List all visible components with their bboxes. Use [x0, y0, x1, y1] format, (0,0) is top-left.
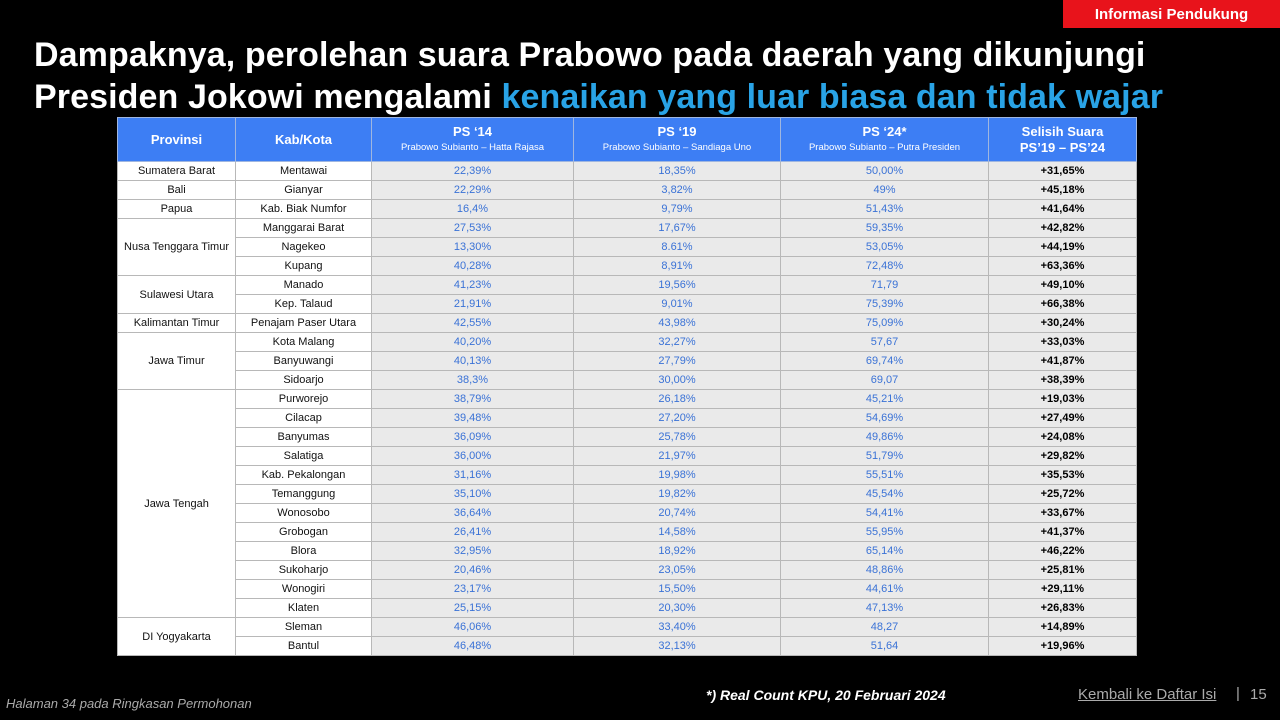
ps24-cell: 53,05% [781, 238, 989, 257]
title-highlight: kenaikan yang luar biasa dan tidak wajar [501, 78, 1164, 116]
kabkota-cell: Kep. Talaud [236, 295, 372, 314]
selisih-cell: +41,37% [989, 523, 1137, 542]
ps14-cell: 13,30% [372, 238, 574, 257]
province-cell: Papua [118, 200, 236, 219]
title-line-2-prefix: Presiden Jokowi mengalami [34, 78, 502, 116]
ps14-cell: 38,3% [372, 371, 574, 390]
table-row [118, 295, 1137, 314]
selisih-cell: +19,03% [989, 390, 1137, 409]
kabkota-cell: Penajam Paser Utara [236, 314, 372, 333]
province-cell: DI Yogyakarta [118, 618, 236, 656]
ps19-cell: 20,74% [574, 504, 781, 523]
table-row [118, 504, 1137, 523]
ps14-cell: 22,29% [372, 181, 574, 200]
selisih-cell: +35,53% [989, 466, 1137, 485]
selisih-cell: +33,67% [989, 504, 1137, 523]
ps14-cell: 35,10% [372, 485, 574, 504]
header-ps24-sub: Prabowo Subianto – Putra Presiden [808, 141, 961, 153]
ps24-cell: 55,51% [781, 466, 989, 485]
ps19-cell: 33,40% [574, 618, 781, 637]
ps19-cell: 19,82% [574, 485, 781, 504]
ps19-cell: 18,92% [574, 542, 781, 561]
ps14-cell: 20,46% [372, 561, 574, 580]
kabkota-cell: Kupang [236, 257, 372, 276]
ps14-cell: 23,17% [372, 580, 574, 599]
ps24-cell: 48,86% [781, 561, 989, 580]
kabkota-cell: Salatiga [236, 447, 372, 466]
ps19-cell: 43,98% [574, 314, 781, 333]
province-cell: Nusa Tenggara Timur [118, 219, 236, 276]
back-to-contents-link[interactable]: Kembali ke Daftar Isi [1078, 686, 1217, 703]
header-ps19-sub: Prabowo Subianto – Sandiaga Uno [602, 141, 752, 153]
table-row [118, 637, 1137, 656]
header-ps19-label: PS ‘19 [657, 123, 697, 139]
ps19-cell: 19,56% [574, 276, 781, 295]
ps24-cell: 49,86% [781, 428, 989, 447]
ps24-cell: 69,74% [781, 352, 989, 371]
province-cell: Sumatera Barat [118, 162, 236, 181]
ps24-cell: 55,95% [781, 523, 989, 542]
kabkota-cell: Gianyar [236, 181, 372, 200]
selisih-cell: +19,96% [989, 637, 1137, 656]
selisih-cell: +46,22% [989, 542, 1137, 561]
ps24-cell: 54,41% [781, 504, 989, 523]
ps19-cell: 27,20% [574, 409, 781, 428]
header-ps24-label: PS ‘24* [862, 123, 907, 139]
kabkota-cell: Sidoarjo [236, 371, 372, 390]
page-number: 15 [1250, 686, 1267, 703]
ps14-cell: 46,06% [372, 618, 574, 637]
selisih-cell: +31,65% [989, 162, 1137, 181]
table-row [118, 333, 1137, 352]
ps19-cell: 32,27% [574, 333, 781, 352]
ps24-cell: 54,69% [781, 409, 989, 428]
table-row [118, 561, 1137, 580]
selisih-cell: +29,82% [989, 447, 1137, 466]
kabkota-cell: Cilacap [236, 409, 372, 428]
ps14-cell: 16,4% [372, 200, 574, 219]
ps19-cell: 23,05% [574, 561, 781, 580]
province-cell: Jawa Tengah [118, 390, 236, 618]
ps19-cell: 26,18% [574, 390, 781, 409]
ps24-cell: 49% [781, 181, 989, 200]
ps24-cell: 72,48% [781, 257, 989, 276]
ps14-cell: 40,20% [372, 333, 574, 352]
table-row [118, 371, 1137, 390]
selisih-cell: +38,39% [989, 371, 1137, 390]
selisih-cell: +44,19% [989, 238, 1137, 257]
ps19-cell: 17,67% [574, 219, 781, 238]
kabkota-cell: Kab. Biak Numfor [236, 200, 372, 219]
ps19-cell: 19,98% [574, 466, 781, 485]
ps19-cell: 21,97% [574, 447, 781, 466]
province-cell: Bali [118, 181, 236, 200]
ps24-cell: 69,07 [781, 371, 989, 390]
selisih-cell: +63,36% [989, 257, 1137, 276]
ps19-cell: 8.61% [574, 238, 781, 257]
table-row [118, 466, 1137, 485]
ps14-cell: 41,23% [372, 276, 574, 295]
ps24-cell: 65,14% [781, 542, 989, 561]
ps14-cell: 39,48% [372, 409, 574, 428]
ps24-cell: 47,13% [781, 599, 989, 618]
selisih-cell: +45,18% [989, 181, 1137, 200]
selisih-cell: +41,87% [989, 352, 1137, 371]
kabkota-cell: Nagekeo [236, 238, 372, 257]
header-provinsi: Provinsi [118, 118, 236, 162]
kabkota-cell: Blora [236, 542, 372, 561]
ps14-cell: 32,95% [372, 542, 574, 561]
kabkota-cell: Mentawai [236, 162, 372, 181]
header-kabkota: Kab/Kota [236, 118, 372, 162]
title-line-1: Dampaknya, perolehan suara Prabowo pada daerah yang dikunjungi [34, 36, 1146, 74]
selisih-cell: +24,08% [989, 428, 1137, 447]
kabkota-cell: Wonogiri [236, 580, 372, 599]
selisih-cell: +27,49% [989, 409, 1137, 428]
kabkota-cell: Wonosobo [236, 504, 372, 523]
table-row [118, 162, 1137, 181]
province-cell: Jawa Timur [118, 333, 236, 390]
selisih-cell: +29,11% [989, 580, 1137, 599]
ps24-cell: 75,39% [781, 295, 989, 314]
kabkota-cell: Kota Malang [236, 333, 372, 352]
ps19-cell: 9,79% [574, 200, 781, 219]
ps24-cell: 45,54% [781, 485, 989, 504]
selisih-cell: +26,83% [989, 599, 1137, 618]
header-selisih-sub: PS’19 – PS’24 [1019, 139, 1106, 155]
ps24-cell: 51,79% [781, 447, 989, 466]
selisih-cell: +14,89% [989, 618, 1137, 637]
ps24-cell: 71,79 [781, 276, 989, 295]
ps19-cell: 14,58% [574, 523, 781, 542]
kabkota-cell: Temanggung [236, 485, 372, 504]
ps14-cell: 21,91% [372, 295, 574, 314]
header-ps14-label: PS ‘14 [452, 123, 493, 139]
page-reference: Halaman 34 pada Ringkasan Permohonan [6, 696, 252, 711]
ps19-cell: 9,01% [574, 295, 781, 314]
selisih-cell: +49,10% [989, 276, 1137, 295]
ps14-cell: 42,55% [372, 314, 574, 333]
table-row [118, 352, 1137, 371]
ps14-cell: 40,28% [372, 257, 574, 276]
ps19-cell: 32,13% [574, 637, 781, 656]
table-row [118, 542, 1137, 561]
section-tag: Informasi Pendukung [1063, 0, 1280, 28]
ps14-cell: 38,79% [372, 390, 574, 409]
header-ps14 [372, 118, 574, 162]
kabkota-cell: Manggarai Barat [236, 219, 372, 238]
header-selisih-label: Selisih Suara [1021, 123, 1104, 139]
table-row [118, 257, 1137, 276]
kabkota-cell: Grobogan [236, 523, 372, 542]
ps19-cell: 15,50% [574, 580, 781, 599]
table-row [118, 485, 1137, 504]
selisih-cell: +25,81% [989, 561, 1137, 580]
ps14-cell: 27,53% [372, 219, 574, 238]
kabkota-cell: Banyuwangi [236, 352, 372, 371]
vote-results-table [117, 117, 1137, 656]
province-cell: Kalimantan Timur [118, 314, 236, 333]
kabkota-cell: Klaten [236, 599, 372, 618]
ps19-cell: 20,30% [574, 599, 781, 618]
table-row [118, 618, 1137, 637]
ps14-cell: 25,15% [372, 599, 574, 618]
ps19-cell: 30,00% [574, 371, 781, 390]
selisih-cell: +30,24% [989, 314, 1137, 333]
footnote: *) Real Count KPU, 20 Februari 2024 [706, 687, 946, 703]
kabkota-cell: Kab. Pekalongan [236, 466, 372, 485]
ps24-cell: 51,43% [781, 200, 989, 219]
ps14-cell: 46,48% [372, 637, 574, 656]
footer-separator: | [1236, 685, 1240, 702]
table-row [118, 314, 1137, 333]
table-row [118, 523, 1137, 542]
selisih-cell: +66,38% [989, 295, 1137, 314]
table-row [118, 599, 1137, 618]
table-row [118, 428, 1137, 447]
table-header-row [118, 118, 1137, 162]
kabkota-cell: Manado [236, 276, 372, 295]
ps24-cell: 44,61% [781, 580, 989, 599]
header-ps14-sub: Prabowo Subianto – Hatta Rajasa [400, 141, 545, 153]
ps14-cell: 36,00% [372, 447, 574, 466]
table-body [118, 162, 1137, 656]
ps19-cell: 3,82% [574, 181, 781, 200]
ps19-cell: 27,79% [574, 352, 781, 371]
ps24-cell: 45,21% [781, 390, 989, 409]
table-row [118, 181, 1137, 200]
ps24-cell: 48,27 [781, 618, 989, 637]
table-row [118, 447, 1137, 466]
ps14-cell: 31,16% [372, 466, 574, 485]
selisih-cell: +33,03% [989, 333, 1137, 352]
header-selisih [989, 118, 1137, 162]
kabkota-cell: Sukoharjo [236, 561, 372, 580]
table-row [118, 276, 1137, 295]
kabkota-cell: Bantul [236, 637, 372, 656]
ps14-cell: 26,41% [372, 523, 574, 542]
table-row [118, 200, 1137, 219]
ps14-cell: 36,09% [372, 428, 574, 447]
table-row [118, 238, 1137, 257]
table-row [118, 390, 1137, 409]
ps19-cell: 25,78% [574, 428, 781, 447]
title-line-2 [34, 76, 1234, 118]
kabkota-cell: Banyumas [236, 428, 372, 447]
header-ps19 [574, 118, 781, 162]
ps14-cell: 36,64% [372, 504, 574, 523]
ps24-cell: 50,00% [781, 162, 989, 181]
ps24-cell: 59,35% [781, 219, 989, 238]
header-ps24 [781, 118, 989, 162]
ps14-cell: 40,13% [372, 352, 574, 371]
ps24-cell: 57,67 [781, 333, 989, 352]
ps14-cell: 22,39% [372, 162, 574, 181]
kabkota-cell: Purworejo [236, 390, 372, 409]
ps19-cell: 8,91% [574, 257, 781, 276]
ps19-cell: 18,35% [574, 162, 781, 181]
table-row [118, 219, 1137, 238]
ps24-cell: 75,09% [781, 314, 989, 333]
province-cell: Sulawesi Utara [118, 276, 236, 314]
table-row [118, 580, 1137, 599]
selisih-cell: +25,72% [989, 485, 1137, 504]
page-title [34, 34, 1234, 118]
selisih-cell: +42,82% [989, 219, 1137, 238]
ps24-cell: 51,64 [781, 637, 989, 656]
selisih-cell: +41,64% [989, 200, 1137, 219]
kabkota-cell: Sleman [236, 618, 372, 637]
table-row [118, 409, 1137, 428]
